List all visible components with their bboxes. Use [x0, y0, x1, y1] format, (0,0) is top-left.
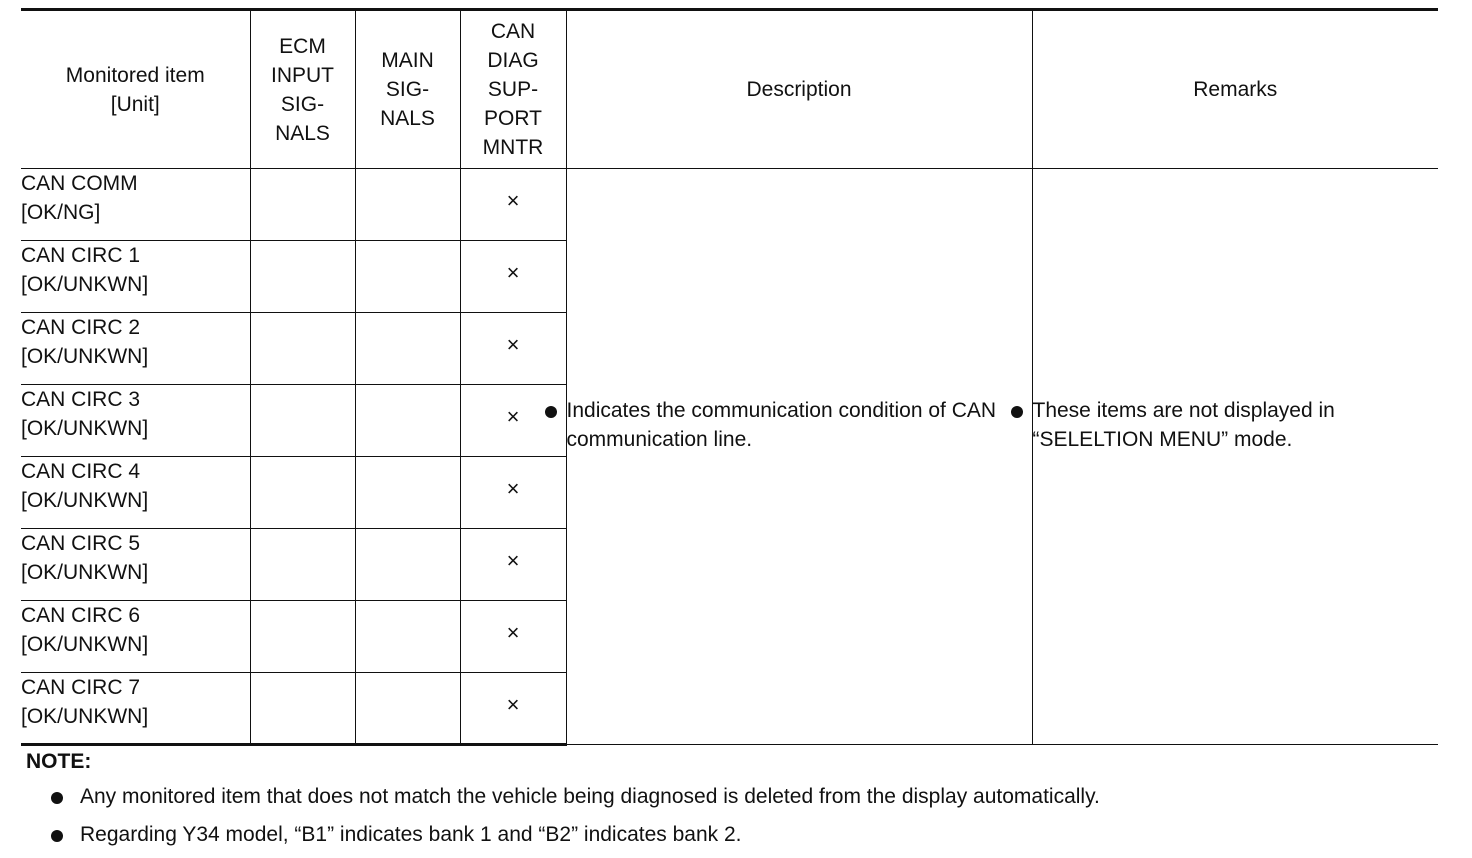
header-description-label: Description [746, 78, 852, 101]
can-diag-cell [460, 385, 566, 457]
description-cell [566, 169, 1032, 745]
monitored-item-label: CAN CIRC 4 [OK/UNKWN] [21, 460, 149, 512]
main-signals-cell [355, 385, 460, 457]
main-signals-cell [355, 241, 460, 313]
applicable-mark: × [506, 548, 520, 573]
monitored-item-label: CAN CIRC 1 [OK/UNKWN] [21, 244, 149, 296]
can-diag-cell [460, 241, 566, 313]
applicable-mark: × [506, 260, 520, 285]
ecm-input-cell [250, 169, 355, 241]
table-header-row [21, 10, 1438, 169]
main-signals-cell [355, 169, 460, 241]
can-diag-cell [460, 529, 566, 601]
ecm-input-cell [250, 601, 355, 673]
monitored-item-cell [21, 529, 250, 601]
monitored-item-cell [21, 673, 250, 745]
header-ecm-label: ECM INPUT SIG- NALS [271, 34, 334, 145]
monitored-item-cell [21, 313, 250, 385]
monitored-item-label: CAN CIRC 6 [OK/UNKWN] [21, 604, 149, 656]
table-row [21, 169, 1438, 241]
applicable-mark: × [506, 332, 520, 357]
note-title: NOTE: [26, 750, 92, 773]
note-item: Any monitored item that does not match the vehicle being diagnosed is deleted from the display automatically. [80, 782, 1100, 811]
ecm-input-cell [250, 313, 355, 385]
header-ecm-input-signals [250, 10, 355, 169]
header-can-diag-support-mntr [460, 10, 566, 169]
description-text: Indicates the communication condition of CAN communication line. [567, 396, 1032, 454]
main-signals-cell [355, 313, 460, 385]
remarks-text: These items are not displayed in “SELELTION MENU” mode. [1033, 396, 1439, 454]
ecm-input-cell [250, 241, 355, 313]
monitored-item-label: CAN CIRC 5 [OK/UNKWN] [21, 532, 149, 584]
can-diag-cell [460, 601, 566, 673]
applicable-mark: × [506, 188, 520, 213]
main-signals-cell [355, 601, 460, 673]
applicable-mark: × [506, 476, 520, 501]
monitored-item-cell [21, 601, 250, 673]
can-diag-cell [460, 169, 566, 241]
monitored-item-cell [21, 241, 250, 313]
remarks-cell [1032, 169, 1438, 745]
monitored-item-cell [21, 457, 250, 529]
monitored-item-cell [21, 385, 250, 457]
applicable-mark: × [506, 404, 520, 429]
can-diag-cell [460, 457, 566, 529]
applicable-mark: × [506, 620, 520, 645]
header-remarks [1032, 10, 1438, 169]
main-signals-cell [355, 529, 460, 601]
header-monitored-item [21, 10, 250, 169]
monitored-item-cell [21, 169, 250, 241]
can-diag-cell [460, 313, 566, 385]
monitored-item-label: CAN CIRC 7 [OK/UNKWN] [21, 676, 149, 728]
header-main-signals [355, 10, 460, 169]
ecm-input-cell [250, 457, 355, 529]
header-description [566, 10, 1032, 169]
ecm-input-cell [250, 529, 355, 601]
header-monitored-item-label: Monitored item [Unit] [65, 63, 205, 116]
applicable-mark: × [506, 691, 520, 717]
note-list [80, 782, 1100, 858]
monitored-items-table [21, 8, 1438, 746]
header-remarks-label: Remarks [1193, 78, 1278, 101]
main-signals-cell [355, 457, 460, 529]
can-diag-cell [460, 673, 566, 745]
monitored-item-label: CAN COMM [OK/NG] [21, 172, 138, 224]
ecm-input-cell [250, 673, 355, 745]
header-main-label: MAIN SIG- NALS [380, 49, 435, 130]
monitored-item-label: CAN CIRC 2 [OK/UNKWN] [21, 316, 149, 368]
main-signals-cell [355, 673, 460, 745]
header-can-label: CAN DIAG SUP- PORT MNTR [482, 20, 544, 159]
note-item: Regarding Y34 model, “B1” indicates bank 1 and “B2” indicates bank 2. [80, 820, 1100, 849]
ecm-input-cell [250, 385, 355, 457]
monitored-item-label: CAN CIRC 3 [OK/UNKWN] [21, 388, 149, 440]
